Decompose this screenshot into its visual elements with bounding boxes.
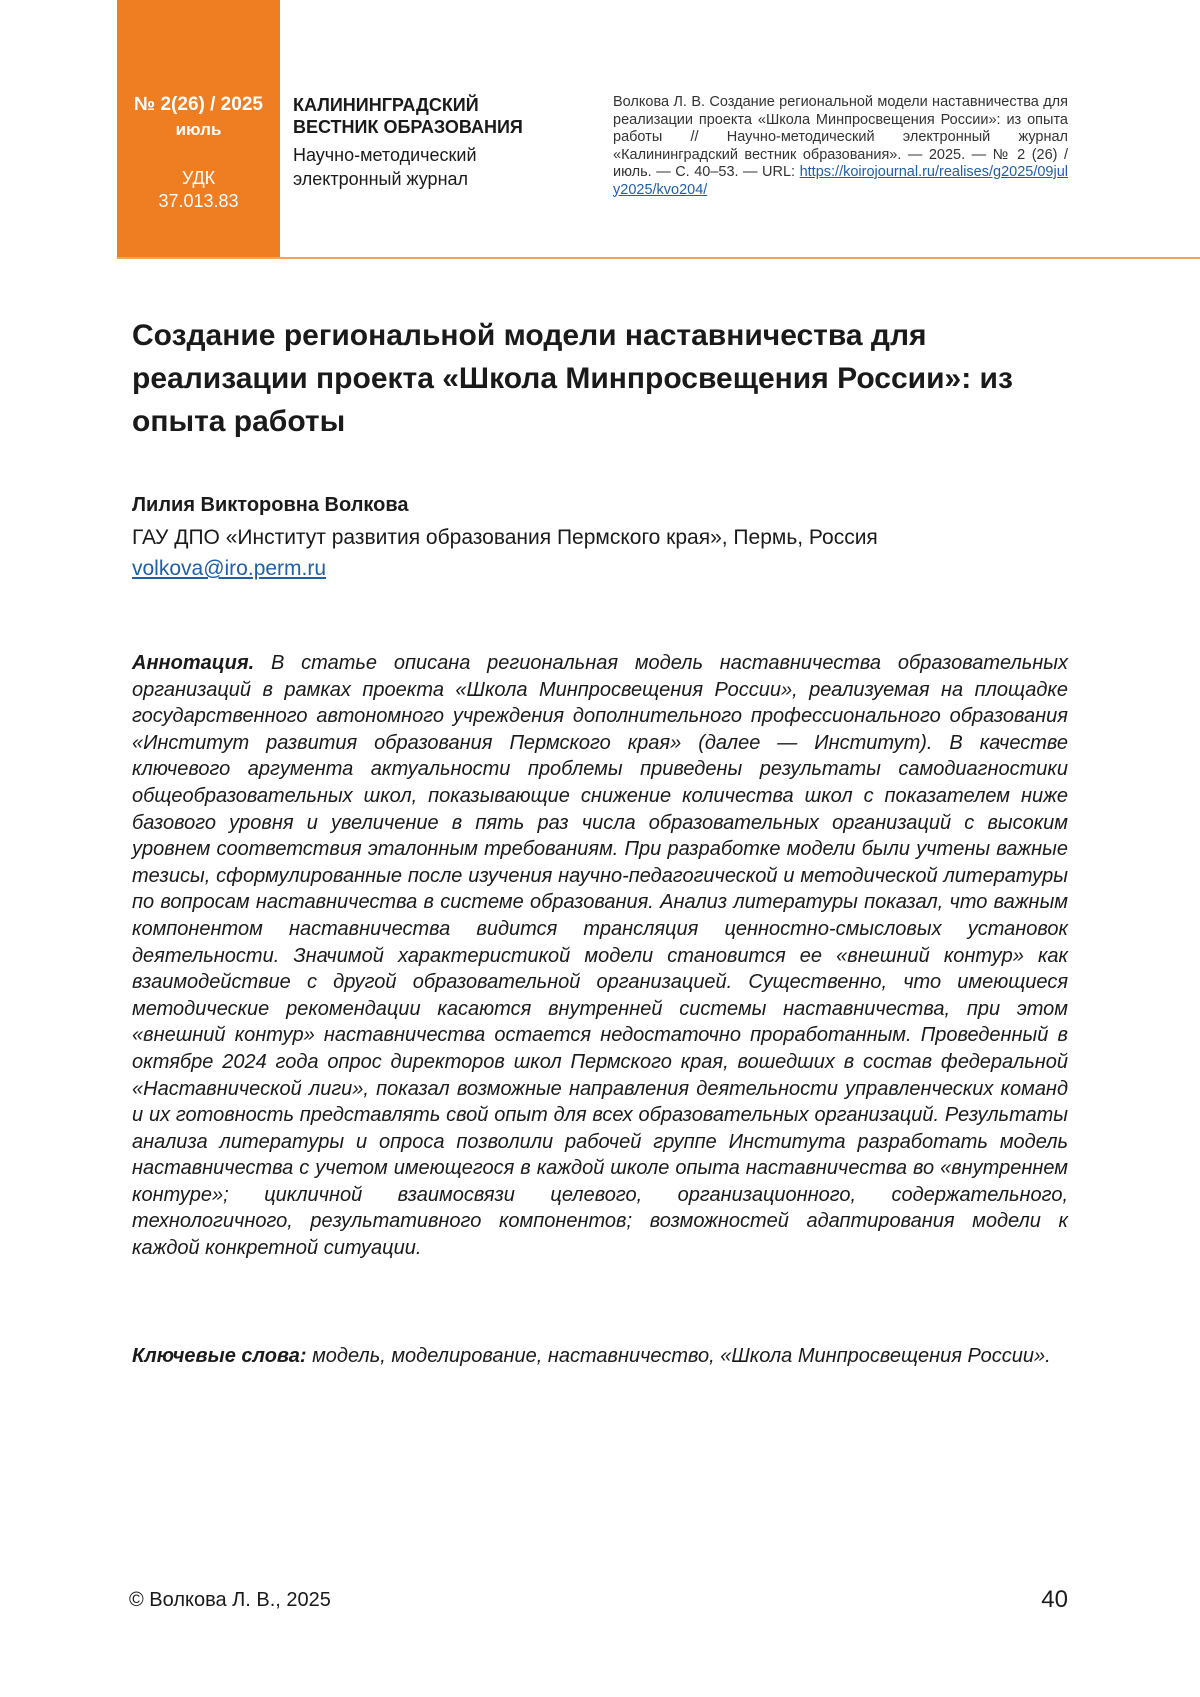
journal-title	[293, 94, 593, 138]
citation	[613, 94, 1068, 199]
journal-subtitle	[293, 143, 593, 191]
journal-title-line2: ВЕСТНИК ОБРАЗОВАНИЯ	[293, 116, 593, 138]
abstract-text: В статье описана региональная модель наставничества образовательных организаций в рамках проекта «Школа Минпросвещения России», реализуемая на площадке государственного автономного учреждения дополнительного профессионального образования «Институт развития образования Пермского края» (далее — Институт). В качестве ключевого аргумента актуальности проблемы приведены результаты самодиагностики общеобразовательных школ, показывающие снижение количества школ с показателем ниже базового уровня и увеличение в пять раз числа образовательных организаций с высоким уровнем соответствия эталонным требованиям. При разработке модели были учтены важные тезисы, сформулированные после изучения научно-педагогической и методической литературы по вопросам наставничества в системе образования. Анализ литературы показал, что важным компонентом наставничества видится трансляция ценностно-смысловых установок деятельности. Значимой характеристикой модели становится ее «внешний контур» как взаимодействие с другой образовательной организацией. Существенно, что имеющиеся методические рекомендации касаются внутренней системы наставничества, при этом «внешний контур» наставничества остается недостаточно проработанным. Проведенный в октябре 2024 года опрос директоров школ Пермского края, вошедших в состав федеральной «Наставнической лиги», показал возможные направления деятельности управленческих команд и их готовность представлять свой опыт для всех образовательных организаций. Результаты анализа литературы и опроса позволили рабочей группе Института разработать модель наставничества с учетом имеющегося в каждой школе опыта наставничества во «внутреннем контуре»; цикличной взаимосвязи целевого, организационного, содержательного, технологичного, результативного компонентов; возможностей адаптирования модели к каждой конкретной ситуации.	[132, 652, 1068, 1259]
citation-link[interactable]: https://koirojournal.ru/realises/g2025/09july2025/kvo204/	[613, 164, 1068, 198]
udk-label: УДК	[117, 168, 280, 189]
footer-copyright: © Волкова Л. В., 2025	[129, 1589, 331, 1612]
issue-number: № 2(26) / 2025	[117, 94, 280, 116]
keywords-text: модель, моделирование, наставничество, «Школа Минпросвещения России».	[312, 1345, 1051, 1367]
udk-value: 37.013.83	[117, 191, 280, 212]
keywords	[132, 1343, 1068, 1370]
author-affiliation: ГАУ ДПО «Институт развития образования Пермского края», Пермь, Россия	[132, 526, 1092, 550]
journal-title-line1: КАЛИНИНГРАДСКИЙ	[293, 94, 593, 116]
issue-month: июль	[117, 120, 280, 140]
citation-text: Волкова Л. В. Создание региональной модели наставничества для реализации проекта «Школа Минпросвещения России»: из опыта работы // Научно-методический электронный журнал «Калининградский вестник образования». — 2025. — № 2 (26) / июль. — С. 40–53. — URL:	[613, 94, 1068, 180]
author-name: Лилия Викторовна Волкова	[132, 494, 409, 517]
abstract	[132, 650, 1068, 1262]
issue-info-box	[117, 0, 280, 258]
page-number: 40	[1041, 1586, 1068, 1614]
journal-subtitle-line1: Научно-методический	[293, 143, 593, 167]
author-email-link[interactable]: volkova@iro.perm.ru	[132, 557, 326, 581]
header-divider	[117, 257, 1200, 259]
article-title: Создание региональной модели наставничества для реализации проекта «Школа Минпросвещения России»: из опыта работы	[132, 314, 1092, 443]
keywords-label: Ключевые слова:	[132, 1345, 307, 1367]
journal-subtitle-line2: электронный журнал	[293, 167, 593, 191]
abstract-label: Аннотация.	[132, 652, 254, 674]
